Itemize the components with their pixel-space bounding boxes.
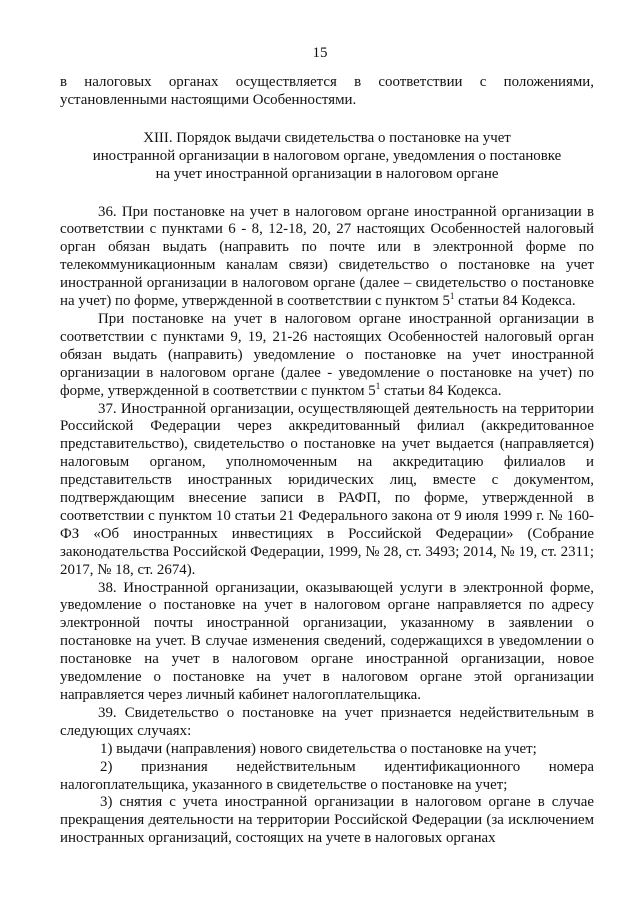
- list-item: 1) выдачи (направления) нового свидетельства о постановке на учет;: [100, 740, 537, 757]
- section-heading-line: на учет иностранной организации в налоговом органе: [155, 165, 499, 182]
- superscript: 1: [449, 291, 455, 302]
- paragraph-36-second-text: При постановке на учет в налоговом органе иностранной организации в соответствии с пунктами 9, 19, 21-26 настоящих Особенностей налоговый орган обязан выдать (направить) уведомление о постановке на учет иностранной организации в налоговом органе (далее - уведомление о постановке на учет) по форме, утвержденной в соответствии с пунктом 5: [60, 310, 594, 399]
- paragraph-36: [60, 204, 594, 311]
- paragraph-36-second-tail: статьи 84 Кодекса.: [380, 382, 502, 399]
- section-heading-line: иностранной организации в налоговом органе, уведомления о постановке: [92, 147, 562, 164]
- paragraph-37: 37. Иностранной организации, осуществляющей деятельность на территории Российской Федерации через аккредитованный филиал (аккредитованное представительство), свидетельство о постановке на учет выдается (направляется) налоговым органом, уполномоченным на аккредитацию филиалов и представительств иностранных юридических лиц, вместе с документом, подтверждающим внесение записи в РАФП, по форме, утвержденной в соответствии с пунктом 10 статьи 21 Федерального закона от 9 июля 1999 г. № 160-ФЗ «Об иностранных инвестициях в Российской Федерации» (Собрание законодательства Российской Федерации, 1999, № 28, ст. 3493; 2014, № 19, ст. 2311; 2017, № 18, ст. 2674).: [60, 400, 594, 578]
- intro-paragraph: в налоговых органах осуществляется в соответствии с положениями, установленными настоящими Особенностями.: [60, 74, 594, 108]
- list-item: 3) снятия с учета иностранной организации в налоговом органе в случае прекращения деятельности на территории Российской Федерации (за исключением иностранных организаций, состоящих на учете в налоговых органах: [60, 794, 594, 847]
- document-body: [60, 74, 594, 848]
- paragraph-39: 39. Свидетельство о постановке на учет признается недействительным в следующих случаях:: [60, 704, 594, 739]
- superscript: 1: [375, 380, 381, 391]
- page-number: 15: [312, 45, 328, 61]
- paragraph-36-tail: статьи 84 Кодекса.: [454, 293, 576, 310]
- paragraph-36-second: [60, 311, 594, 401]
- paragraph-36-text: 36. При постановке на учет в налоговом органе иностранной организации в соответствии с пунктами 6 - 8, 12-18, 20, 27 настоящих Особенностей налоговый орган обязан выдать (направить по почте или в электронной форме по телекоммуникационным каналам связи) свидетельство о постановке на учет иностранной организации в налоговом органе (далее – свидетельство о постановке на учет) по форме, утвержденной в соответствии с пунктом 5: [60, 203, 594, 310]
- section-heading: [60, 130, 594, 184]
- paragraph-38: 38. Иностранной организации, оказывающей услуги в электронной форме, уведомление о постановке на учет в налоговом органе направляется по адресу электронной почты иностранной организации, указанному в заявлении о постановке на учет. В случае изменения сведений, содержащихся в уведомлении о постановке на учет в налоговом органе иностранной организации, новое уведомление о постановке на учет в налоговом органе этой организации направляется через личный кабинет налогоплательщика.: [60, 579, 594, 703]
- section-heading-line: XIII. Порядок выдачи свидетельства о постановке на учет: [143, 129, 511, 146]
- list-item: 2) признания недействительным идентификационного номера налогоплательщика, указанного в свидетельстве о постановке на учет;: [60, 758, 594, 793]
